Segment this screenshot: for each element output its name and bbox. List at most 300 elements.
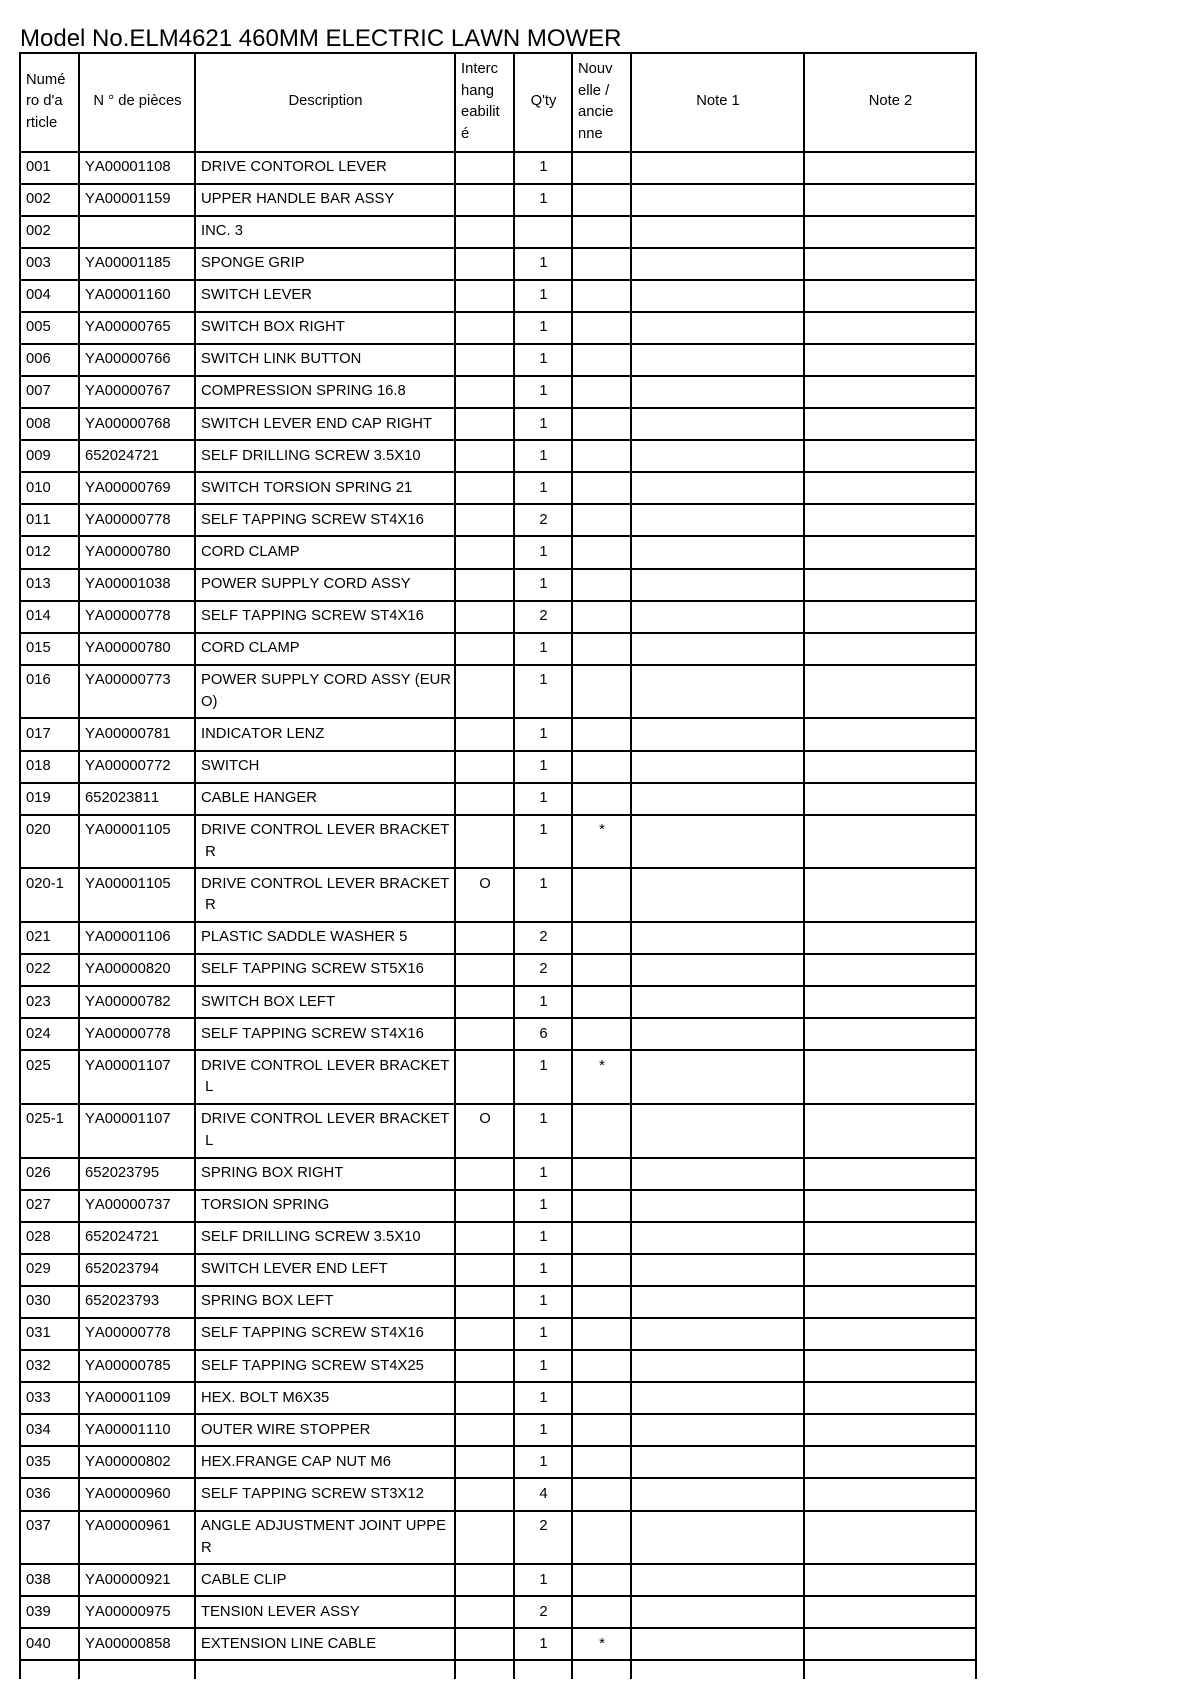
description-cell: COMPRESSION SPRING 16.8 bbox=[196, 377, 456, 407]
new-old-cell bbox=[573, 923, 632, 953]
new-old-cell: * bbox=[573, 816, 632, 868]
part-number-cell: YA00001107 bbox=[80, 1105, 196, 1157]
interchangeability-cell bbox=[456, 1351, 515, 1381]
part-number-cell: 652023794 bbox=[80, 1255, 196, 1285]
quantity-cell: 1 bbox=[515, 409, 573, 439]
part-number-cell: YA00001038 bbox=[80, 570, 196, 600]
part-number-cell: YA00000778 bbox=[80, 602, 196, 632]
table-row bbox=[21, 1383, 977, 1415]
new-old-cell bbox=[573, 666, 632, 718]
part-number-cell: YA00000767 bbox=[80, 377, 196, 407]
note-1-cell bbox=[632, 1383, 805, 1413]
quantity-cell: 1 bbox=[515, 719, 573, 749]
new-old-cell bbox=[573, 537, 632, 567]
interchangeability-cell bbox=[456, 281, 515, 311]
quantity-cell: 1 bbox=[515, 313, 573, 343]
part-number-cell: YA00000785 bbox=[80, 1351, 196, 1381]
note-1-cell bbox=[632, 1447, 805, 1477]
table-row bbox=[21, 634, 977, 666]
note-1-cell bbox=[632, 441, 805, 471]
quantity-cell: 2 bbox=[515, 955, 573, 985]
note-1-cell bbox=[632, 249, 805, 279]
header-description-label: Description bbox=[288, 93, 363, 110]
item-number-cell: 014 bbox=[21, 602, 80, 632]
description-cell: SWITCH LEVER END CAP RIGHT bbox=[196, 409, 456, 439]
item-number-cell: 016 bbox=[21, 666, 80, 718]
interchangeability-cell bbox=[456, 1415, 515, 1445]
header-part-number bbox=[80, 54, 196, 151]
table-row bbox=[21, 1223, 977, 1255]
new-old-cell bbox=[573, 1191, 632, 1221]
note-2-cell bbox=[805, 752, 977, 782]
table-row bbox=[21, 719, 977, 751]
header-note-2 bbox=[805, 54, 977, 151]
new-old-cell bbox=[573, 1351, 632, 1381]
interchangeability-cell bbox=[456, 719, 515, 749]
part-number-cell: YA00001110 bbox=[80, 1415, 196, 1445]
new-old-cell bbox=[573, 281, 632, 311]
description-cell: SPRING BOX LEFT bbox=[196, 1287, 456, 1317]
note-1-cell bbox=[632, 570, 805, 600]
item-number-cell: 006 bbox=[21, 345, 80, 375]
note-2-cell bbox=[805, 1661, 977, 1679]
quantity-cell: 1 bbox=[515, 752, 573, 782]
note-2-cell bbox=[805, 1351, 977, 1381]
part-number-cell bbox=[80, 217, 196, 247]
new-old-cell bbox=[573, 719, 632, 749]
quantity-cell: 1 bbox=[515, 987, 573, 1017]
quantity-cell: 1 bbox=[515, 570, 573, 600]
item-number-cell: 025-1 bbox=[21, 1105, 80, 1157]
note-1-cell bbox=[632, 217, 805, 247]
note-2-cell bbox=[805, 1383, 977, 1413]
new-old-cell bbox=[573, 1447, 632, 1477]
table-row-partial bbox=[21, 1661, 977, 1679]
note-2-cell bbox=[805, 1565, 977, 1595]
part-number-cell: 652023793 bbox=[80, 1287, 196, 1317]
note-1-cell bbox=[632, 1319, 805, 1349]
table-row bbox=[21, 345, 977, 377]
note-1-cell bbox=[632, 1019, 805, 1049]
note-2-cell bbox=[805, 784, 977, 814]
interchangeability-cell bbox=[456, 1255, 515, 1285]
item-number-cell: 001 bbox=[21, 153, 80, 183]
table-row bbox=[21, 1512, 977, 1566]
part-number-cell: YA00001106 bbox=[80, 923, 196, 953]
new-old-cell: * bbox=[573, 1051, 632, 1103]
new-old-cell bbox=[573, 473, 632, 503]
new-old-cell bbox=[573, 955, 632, 985]
new-old-cell: * bbox=[573, 1629, 632, 1659]
note-2-cell bbox=[805, 1159, 977, 1189]
part-number-cell: YA00000765 bbox=[80, 313, 196, 343]
note-2-cell bbox=[805, 1319, 977, 1349]
table-row bbox=[21, 313, 977, 345]
note-2-cell bbox=[805, 441, 977, 471]
quantity-cell: 2 bbox=[515, 1512, 573, 1564]
quantity-cell: 1 bbox=[515, 1223, 573, 1253]
quantity-cell: 1 bbox=[515, 1565, 573, 1595]
description-cell: CABLE CLIP bbox=[196, 1565, 456, 1595]
new-old-cell bbox=[573, 345, 632, 375]
note-2-cell bbox=[805, 537, 977, 567]
quantity-cell: 1 bbox=[515, 666, 573, 718]
item-number-cell: 013 bbox=[21, 570, 80, 600]
interchangeability-cell bbox=[456, 1565, 515, 1595]
table-row bbox=[21, 1105, 977, 1159]
part-number-cell: YA00000961 bbox=[80, 1512, 196, 1564]
item-number-cell: 039 bbox=[21, 1597, 80, 1627]
note-2-cell bbox=[805, 249, 977, 279]
description-cell: POWER SUPPLY CORD ASSY bbox=[196, 570, 456, 600]
part-number-cell: 652024721 bbox=[80, 441, 196, 471]
new-old-cell bbox=[573, 1319, 632, 1349]
note-1-cell bbox=[632, 185, 805, 215]
note-1-cell bbox=[632, 1415, 805, 1445]
table-row bbox=[21, 955, 977, 987]
interchangeability-cell bbox=[456, 473, 515, 503]
item-number-cell bbox=[21, 1661, 80, 1679]
note-2-cell bbox=[805, 1105, 977, 1157]
table-row bbox=[21, 923, 977, 955]
interchangeability-cell bbox=[456, 345, 515, 375]
quantity-cell: 1 bbox=[515, 1159, 573, 1189]
note-2-cell bbox=[805, 1479, 977, 1509]
item-number-cell: 021 bbox=[21, 923, 80, 953]
table-row bbox=[21, 1629, 977, 1661]
note-1-cell bbox=[632, 752, 805, 782]
quantity-cell: 1 bbox=[515, 1319, 573, 1349]
interchangeability-cell bbox=[456, 217, 515, 247]
table-row bbox=[21, 441, 977, 473]
note-2-cell bbox=[805, 987, 977, 1017]
new-old-cell bbox=[573, 634, 632, 664]
header-new-old-label: Nouv elle / ancie nne bbox=[578, 61, 614, 142]
description-cell: DRIVE CONTROL LEVER BRACKET R bbox=[196, 869, 456, 921]
note-1-cell bbox=[632, 923, 805, 953]
table-row bbox=[21, 1479, 977, 1511]
table-row bbox=[21, 816, 977, 870]
note-1-cell bbox=[632, 1159, 805, 1189]
interchangeability-cell bbox=[456, 1287, 515, 1317]
part-number-cell: YA00001185 bbox=[80, 249, 196, 279]
part-number-cell: YA00000766 bbox=[80, 345, 196, 375]
new-old-cell bbox=[573, 1019, 632, 1049]
description-cell: ANGLE ADJUSTMENT JOINT UPPE R bbox=[196, 1512, 456, 1564]
interchangeability-cell bbox=[456, 816, 515, 868]
part-number-cell: YA00000773 bbox=[80, 666, 196, 718]
description-cell: DRIVE CONTROL LEVER BRACKET L bbox=[196, 1105, 456, 1157]
description-cell: HEX. BOLT M6X35 bbox=[196, 1383, 456, 1413]
interchangeability-cell bbox=[456, 249, 515, 279]
new-old-cell bbox=[573, 1383, 632, 1413]
new-old-cell bbox=[573, 987, 632, 1017]
item-number-cell: 038 bbox=[21, 1565, 80, 1595]
header-part-number-label: N ° de pièces bbox=[93, 93, 182, 110]
interchangeability-cell bbox=[456, 1479, 515, 1509]
description-cell: HEX.FRANGE CAP NUT M6 bbox=[196, 1447, 456, 1477]
note-2-cell bbox=[805, 185, 977, 215]
part-number-cell: YA00001159 bbox=[80, 185, 196, 215]
item-number-cell: 034 bbox=[21, 1415, 80, 1445]
note-2-cell bbox=[805, 345, 977, 375]
note-2-cell bbox=[805, 217, 977, 247]
interchangeability-cell bbox=[456, 505, 515, 535]
item-number-cell: 002 bbox=[21, 185, 80, 215]
new-old-cell bbox=[573, 1255, 632, 1285]
part-number-cell: YA00000778 bbox=[80, 1019, 196, 1049]
interchangeability-cell: O bbox=[456, 869, 515, 921]
description-cell: DRIVE CONTROL LEVER BRACKET L bbox=[196, 1051, 456, 1103]
table-row bbox=[21, 377, 977, 409]
note-1-cell bbox=[632, 816, 805, 868]
item-number-cell: 027 bbox=[21, 1191, 80, 1221]
interchangeability-cell bbox=[456, 1191, 515, 1221]
header-quantity bbox=[515, 54, 573, 151]
description-cell: CORD CLAMP bbox=[196, 634, 456, 664]
quantity-cell: 1 bbox=[515, 153, 573, 183]
note-2-cell bbox=[805, 409, 977, 439]
note-2-cell bbox=[805, 473, 977, 503]
quantity-cell: 1 bbox=[515, 345, 573, 375]
new-old-cell bbox=[573, 505, 632, 535]
quantity-cell: 1 bbox=[515, 185, 573, 215]
quantity-cell: 1 bbox=[515, 441, 573, 471]
parts-table bbox=[19, 52, 977, 1679]
header-note-2-label: Note 2 bbox=[868, 93, 913, 110]
item-number-cell: 019 bbox=[21, 784, 80, 814]
interchangeability-cell bbox=[456, 185, 515, 215]
description-cell: SWITCH bbox=[196, 752, 456, 782]
interchangeability-cell bbox=[456, 537, 515, 567]
note-1-cell bbox=[632, 1191, 805, 1221]
note-2-cell bbox=[805, 666, 977, 718]
quantity-cell bbox=[515, 1661, 573, 1679]
note-2-cell bbox=[805, 1051, 977, 1103]
part-number-cell: YA00000737 bbox=[80, 1191, 196, 1221]
quantity-cell: 1 bbox=[515, 1287, 573, 1317]
item-number-cell: 040 bbox=[21, 1629, 80, 1659]
interchangeability-cell bbox=[456, 1512, 515, 1564]
note-1-cell bbox=[632, 345, 805, 375]
table-row bbox=[21, 1287, 977, 1319]
quantity-cell: 1 bbox=[515, 249, 573, 279]
description-cell: SELF TAPPING SCREW ST4X16 bbox=[196, 602, 456, 632]
item-number-cell: 003 bbox=[21, 249, 80, 279]
part-number-cell: YA00001160 bbox=[80, 281, 196, 311]
interchangeability-cell bbox=[456, 752, 515, 782]
note-1-cell bbox=[632, 955, 805, 985]
quantity-cell: 1 bbox=[515, 1255, 573, 1285]
quantity-cell: 1 bbox=[515, 537, 573, 567]
item-number-cell: 028 bbox=[21, 1223, 80, 1253]
description-cell: SELF TAPPING SCREW ST4X16 bbox=[196, 505, 456, 535]
new-old-cell bbox=[573, 1512, 632, 1564]
interchangeability-cell bbox=[456, 602, 515, 632]
item-number-cell: 005 bbox=[21, 313, 80, 343]
table-row bbox=[21, 987, 977, 1019]
interchangeability-cell bbox=[456, 1597, 515, 1627]
description-cell: PLASTIC SADDLE WASHER 5 bbox=[196, 923, 456, 953]
quantity-cell: 6 bbox=[515, 1019, 573, 1049]
description-cell: CORD CLAMP bbox=[196, 537, 456, 567]
new-old-cell bbox=[573, 1479, 632, 1509]
description-cell: SWITCH LEVER END LEFT bbox=[196, 1255, 456, 1285]
item-number-cell: 010 bbox=[21, 473, 80, 503]
part-number-cell: YA00000768 bbox=[80, 409, 196, 439]
new-old-cell bbox=[573, 1105, 632, 1157]
part-number-cell: YA00000921 bbox=[80, 1565, 196, 1595]
part-number-cell: YA00001105 bbox=[80, 816, 196, 868]
part-number-cell: YA00000960 bbox=[80, 1479, 196, 1509]
description-cell: SPRING BOX RIGHT bbox=[196, 1159, 456, 1189]
note-2-cell bbox=[805, 602, 977, 632]
table-row bbox=[21, 249, 977, 281]
interchangeability-cell bbox=[456, 1019, 515, 1049]
quantity-cell: 1 bbox=[515, 634, 573, 664]
item-number-cell: 036 bbox=[21, 1479, 80, 1509]
table-row bbox=[21, 505, 977, 537]
item-number-cell: 007 bbox=[21, 377, 80, 407]
interchangeability-cell bbox=[456, 1447, 515, 1477]
part-number-cell: YA00000780 bbox=[80, 634, 196, 664]
new-old-cell bbox=[573, 441, 632, 471]
new-old-cell bbox=[573, 153, 632, 183]
table-row bbox=[21, 1351, 977, 1383]
quantity-cell: 1 bbox=[515, 1191, 573, 1221]
quantity-cell: 1 bbox=[515, 869, 573, 921]
description-cell: DRIVE CONTROL LEVER BRACKET R bbox=[196, 816, 456, 868]
table-row bbox=[21, 1191, 977, 1223]
new-old-cell bbox=[573, 1223, 632, 1253]
interchangeability-cell bbox=[456, 1661, 515, 1679]
header-note-1-label: Note 1 bbox=[696, 93, 740, 110]
note-2-cell bbox=[805, 1255, 977, 1285]
description-cell: SELF TAPPING SCREW ST4X25 bbox=[196, 1351, 456, 1381]
item-number-cell: 011 bbox=[21, 505, 80, 535]
item-number-cell: 032 bbox=[21, 1351, 80, 1381]
quantity-cell: 1 bbox=[515, 816, 573, 868]
part-number-cell: YA00000781 bbox=[80, 719, 196, 749]
interchangeability-cell bbox=[456, 923, 515, 953]
note-1-cell bbox=[632, 869, 805, 921]
part-number-cell: YA00001109 bbox=[80, 1383, 196, 1413]
interchangeability-cell bbox=[456, 1051, 515, 1103]
table-row bbox=[21, 281, 977, 313]
note-2-cell bbox=[805, 1223, 977, 1253]
note-1-cell bbox=[632, 505, 805, 535]
quantity-cell: 1 bbox=[515, 1105, 573, 1157]
quantity-cell: 1 bbox=[515, 1351, 573, 1381]
note-2-cell bbox=[805, 1629, 977, 1659]
interchangeability-cell bbox=[456, 1223, 515, 1253]
quantity-cell: 2 bbox=[515, 602, 573, 632]
table-row bbox=[21, 473, 977, 505]
note-2-cell bbox=[805, 153, 977, 183]
header-description bbox=[196, 54, 456, 151]
note-1-cell bbox=[632, 1597, 805, 1627]
interchangeability-cell bbox=[456, 441, 515, 471]
description-cell: SELF TAPPING SCREW ST4X16 bbox=[196, 1319, 456, 1349]
part-number-cell: YA00000778 bbox=[80, 505, 196, 535]
description-cell: EXTENSION LINE CABLE bbox=[196, 1629, 456, 1659]
note-1-cell bbox=[632, 537, 805, 567]
item-number-cell: 031 bbox=[21, 1319, 80, 1349]
item-number-cell: 015 bbox=[21, 634, 80, 664]
description-cell: SELF TAPPING SCREW ST3X12 bbox=[196, 1479, 456, 1509]
item-number-cell: 012 bbox=[21, 537, 80, 567]
note-1-cell bbox=[632, 1629, 805, 1659]
note-1-cell bbox=[632, 1105, 805, 1157]
table-row bbox=[21, 153, 977, 185]
table-row bbox=[21, 1255, 977, 1287]
quantity-cell: 1 bbox=[515, 1415, 573, 1445]
new-old-cell bbox=[573, 869, 632, 921]
interchangeability-cell bbox=[456, 987, 515, 1017]
interchangeability-cell bbox=[456, 570, 515, 600]
item-number-cell: 025 bbox=[21, 1051, 80, 1103]
table-body bbox=[21, 153, 977, 1662]
note-2-cell bbox=[805, 1287, 977, 1317]
note-1-cell bbox=[632, 1051, 805, 1103]
quantity-cell: 1 bbox=[515, 377, 573, 407]
interchangeability-cell bbox=[456, 955, 515, 985]
table-row bbox=[21, 1051, 977, 1105]
description-cell: TENSI0N LEVER ASSY bbox=[196, 1597, 456, 1627]
note-1-cell bbox=[632, 602, 805, 632]
new-old-cell bbox=[573, 1287, 632, 1317]
item-number-cell: 020-1 bbox=[21, 869, 80, 921]
item-number-cell: 002 bbox=[21, 217, 80, 247]
note-1-cell bbox=[632, 1287, 805, 1317]
document-title: Model No.ELM4621 460MM ELECTRIC LAWN MOWER bbox=[20, 25, 622, 52]
quantity-cell: 1 bbox=[515, 1629, 573, 1659]
description-cell: SWITCH BOX LEFT bbox=[196, 987, 456, 1017]
note-2-cell bbox=[805, 313, 977, 343]
new-old-cell bbox=[573, 1597, 632, 1627]
note-1-cell bbox=[632, 153, 805, 183]
table-row bbox=[21, 217, 977, 249]
interchangeability-cell bbox=[456, 1629, 515, 1659]
new-old-cell bbox=[573, 409, 632, 439]
table-row bbox=[21, 1415, 977, 1447]
quantity-cell: 1 bbox=[515, 281, 573, 311]
item-number-cell: 029 bbox=[21, 1255, 80, 1285]
part-number-cell: YA00000778 bbox=[80, 1319, 196, 1349]
new-old-cell bbox=[573, 752, 632, 782]
note-1-cell bbox=[632, 473, 805, 503]
table-row bbox=[21, 1597, 977, 1629]
table-row bbox=[21, 869, 977, 923]
part-number-cell: YA00000769 bbox=[80, 473, 196, 503]
table-row bbox=[21, 602, 977, 634]
new-old-cell bbox=[573, 602, 632, 632]
note-2-cell bbox=[805, 869, 977, 921]
description-cell bbox=[196, 1661, 456, 1679]
table-row bbox=[21, 752, 977, 784]
description-cell: SWITCH TORSION SPRING 21 bbox=[196, 473, 456, 503]
note-1-cell bbox=[632, 1479, 805, 1509]
note-1-cell bbox=[632, 784, 805, 814]
item-number-cell: 017 bbox=[21, 719, 80, 749]
part-number-cell: YA00000772 bbox=[80, 752, 196, 782]
description-cell: DRIVE CONTOROL LEVER bbox=[196, 153, 456, 183]
table-row bbox=[21, 1019, 977, 1051]
note-1-cell bbox=[632, 719, 805, 749]
note-1-cell bbox=[632, 1512, 805, 1564]
quantity-cell: 4 bbox=[515, 1479, 573, 1509]
note-2-cell bbox=[805, 923, 977, 953]
